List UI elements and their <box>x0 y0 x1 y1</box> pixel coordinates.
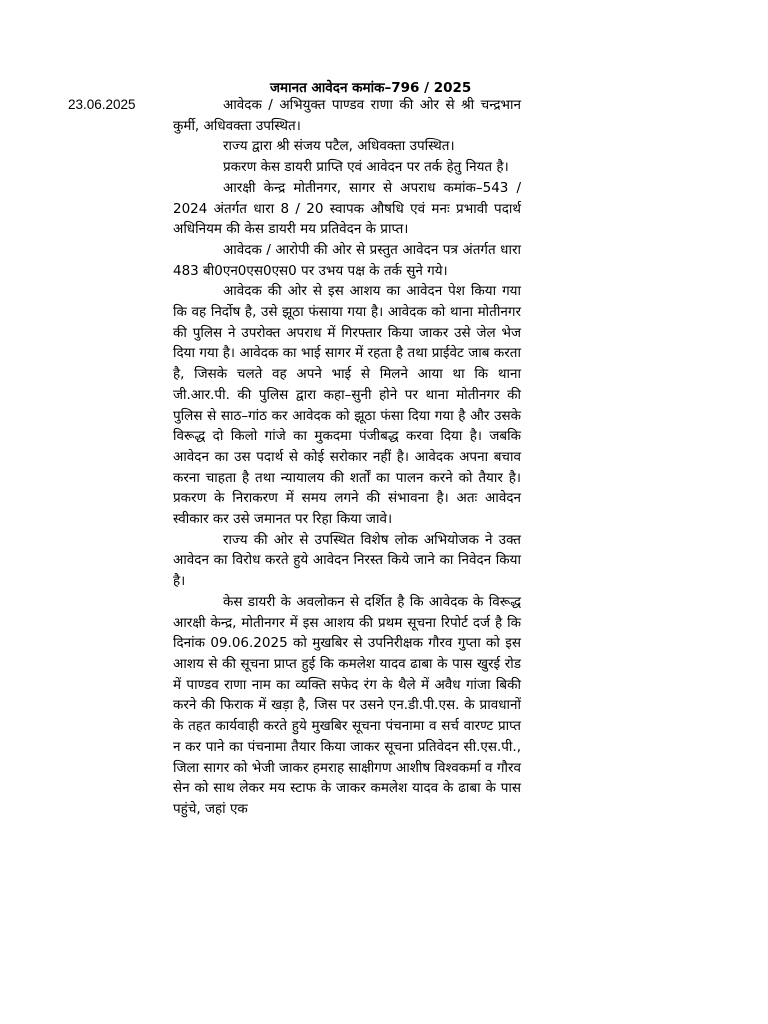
paragraph-case-diary-received: आरक्षी केन्द्र मोतीनगर, सागर से अपराध कमांक–543 / 2024 अंतर्गत धारा 8 / 20 स्वापक औषधि एवं मनः प्रभावी पदार्थ अधिनियम की केस डायरी मय प्रतिवेदन के प्राप्त। <box>173 179 521 238</box>
case-heading: जमानत आवेदन कमांक–796 / 2025 <box>270 80 472 96</box>
paragraph-listing-purpose: प्रकरण केस डायरी प्राप्ति एवं आवेदन पर तर्क हेतु नियत है। <box>223 159 509 176</box>
paragraph-arguments-heard: आवेदक / आरोपी की ओर से प्रस्तुत आवेदन पत्र अंतर्गत धारा 483 बी0एन0एस0एस0 पर उभय पक्ष के तर्क सुने गये। <box>173 241 521 279</box>
paragraph-prosecution-objection: राज्य की ओर से उपस्थित विशेष लोक अभियोजक ने उक्त आवेदन का विरोध करते हुये आवेदन निरस्त किये जाने का निवेदन किया है। <box>173 531 521 590</box>
paragraph-case-diary-perusal: केस डायरी के अवलोकन से दर्शित है कि आवेदक के विरूद्ध आरक्षी केन्द्र, मोतीनगर में इस आशय की प्रथम सूचना रिपोर्ट दर्ज है कि दिनांक 09.06.2025 को मुखबिर से उपनिरीक्षक गौरव गुप्ता को इस आशय से की सूचना प्राप्त हुई कि कमलेश यादव ढाबा के पास खुरई रोड में पाण्डव राणा नाम का व्यक्ति सफेद रंग के थैले में अवैध गांजा बिकी करने की फिराक में खड़ा है, जिस पर उसने एन.डी.पी.एस. के प्रावधानों के तहत कार्यवाही करते हुये मुखबिर सूचना पंचनामा व सर्च वारण्ट प्राप्त न कर पाने का पंचनामा तैयार किया जाकर सूचना प्रतिवेदन सी.एस.पी., जिला सागर को भेजी जाकर हमराह साक्षीगण आशीष विश्वकर्मा व गौरव सेन को साथ लेकर मय स्टाफ के जाकर कमलेश यादव के ढाबा के पास पहुंचे, जहां एक <box>173 593 521 817</box>
order-date: 23.06.2025 <box>68 97 136 112</box>
paragraph-appearance-state: राज्य द्वारा श्री संजय पटैल, अधिवक्ता उपस्थित। <box>223 138 455 155</box>
order-body <box>173 95 521 820</box>
paragraph-applicant-submission: आवेदक की ओर से इस आशय का आवेदन पेश किया गया कि वह निर्दोष है, उसे झूठा फंसाया गया है। आवेदक को थाना मोतीनगर की पुलिस ने उपरोक्त अपराध में गिरफ्तार किया जाकर उसे जेल भेज दिया गया है। आवेदक का भाई सागर में रहता है तथा प्राईवेट जाब करता है, जिसके चलते वह अपने भाई से मिलने आया था कि थाना जी.आर.पी. की पुलिस द्वारा कहा–सुनी होने पर थाना मोतीनगर की पुलिस से साठ–गांठ कर आवेदक को झूठा फंसा दिया गया है और उसके विरूद्ध दो किलो गांजे का मुकदमा पंजीबद्ध करवा दिया है। जबकि आवेदन का उस पदार्थ से कोई सरोकार नहीं है। आवेदक अपना बचाव करना चाहता है तथा न्यायालय की शर्तों का पालन करने को तैयार है। प्रकरण के निराकरण में समय लगने की संभावना है। अतः आवेदन स्वीकार कर उसे जमानत पर रिहा किया जावे। <box>173 283 521 528</box>
paragraph-appearance-applicant: आवेदक / अभियुक्त पाण्डव राणा की ओर से श्री चन्द्रभान कुर्मी, अधिवक्ता उपस्थित। <box>173 97 521 134</box>
